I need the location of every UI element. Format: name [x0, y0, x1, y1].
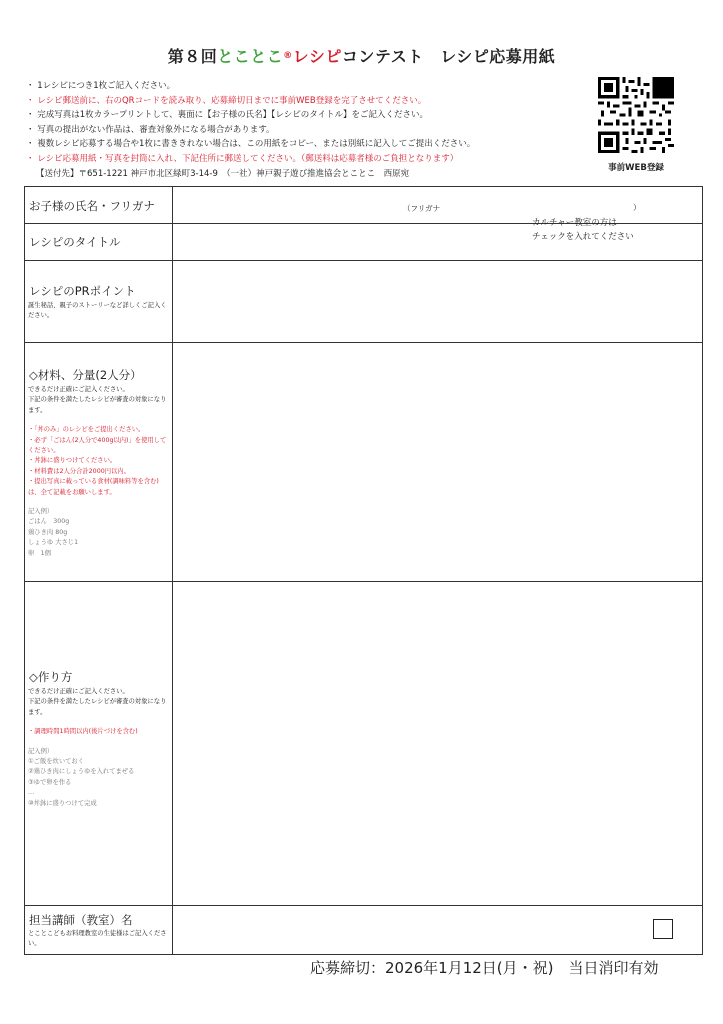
note-line: ・ 複数レシピ応募する場合や1枚に書ききれない場合は、この用紙をコピー、または別紙に記入してご提出ください。 — [26, 139, 476, 150]
page-title — [0, 44, 723, 67]
note-line: ・ 1レシピにつき1枚ご記入ください。 — [26, 81, 176, 91]
culture-line: カルチャー教室の方は — [532, 218, 617, 228]
rule-line: ・材料費は2人分合計2000円以内。 — [28, 467, 130, 475]
steps-field[interactable] — [173, 582, 702, 905]
note-line: ・ レシピ郵送前に、右のQRコードを読み取り、応募締切日までに事前WEB登録を完了させてください。 — [26, 95, 427, 106]
qr-code-icon[interactable] — [598, 77, 674, 153]
example-line: 卵 1個 — [28, 549, 51, 557]
instructor-field[interactable] — [173, 906, 523, 954]
desc-line: 下記の条件を満たしたレシピが審査の対象になります。 — [28, 698, 167, 716]
qr-label: 事前WEB登録 — [608, 163, 664, 173]
example-line: しょうゆ 大さじ1 — [28, 539, 79, 547]
deadline: 応募締切：2026年1月12日(月・祝) 当日消印有効 — [310, 959, 659, 977]
example-line: ②鶏ひき肉にしょうゆを入れてまぜる — [28, 768, 135, 776]
example-title: 記入例） — [28, 747, 54, 755]
instructor-description: とことこどもお料理教室の生徒様はご記入ください。 — [28, 930, 167, 948]
furigana-hint: （フリガナ — [403, 204, 441, 213]
ingredients-label: ◇材料、分量(2人分） — [29, 368, 142, 382]
example-line: ①ご飯を炊いておく — [28, 758, 85, 766]
note-line: ・ 完成写真は1枚カラープリントして、裏面に【お子様の氏名】【レシピのタイトル】をご記入ください。 — [26, 110, 429, 121]
example-title: 記入例） — [28, 508, 54, 516]
mailing-address: 【送付先】〒651-1221 神戸市北区緑町3-14-9 （一社）神戸親子遊び推進協会とことこ 西原宛 — [36, 168, 410, 179]
registered-mark: ® — [283, 51, 293, 61]
title-prefix: 第８回 — [167, 47, 218, 66]
steps-description — [28, 687, 170, 809]
rule-line: ・調理時間1時間以内(後片づけを含む) — [28, 728, 138, 736]
desc-line: 下記の条件を満たしたレシピが審査の対象になります。 — [28, 396, 167, 414]
rule-line: ・必ず「ごはん(2人分で400g以内)」を使用してください。 — [28, 436, 167, 455]
rule-line: ・提出写真に載っている食材(調味料等を含む)は、全て記載をお願いします。 — [28, 478, 159, 496]
ingredients-field[interactable] — [173, 343, 702, 581]
title-brand-green: とことこ — [217, 47, 284, 66]
pr-description: 誕生秘話、親子のストーリーなど詳しくご記入ください。 — [28, 302, 167, 320]
culture-class-checkbox[interactable] — [653, 919, 673, 939]
rule-line: ・丼鉢に盛りつけてください。 — [28, 457, 117, 465]
example-line: 鶏ひき肉 80g — [28, 528, 68, 536]
recipe-title-label: レシピのタイトル — [29, 235, 121, 249]
ingredients-description — [28, 385, 170, 559]
steps-label: ◇作り方 — [29, 670, 73, 684]
note-line: ・ 写真の提出がない作品は、審査対象外になる場合があります。 — [26, 124, 275, 135]
example-line: … — [28, 789, 35, 797]
culture-line: チェックを入れてください — [532, 232, 634, 242]
furigana-close: ） — [633, 203, 641, 212]
pr-label: レシピのPRポイント — [29, 284, 136, 298]
application-form — [24, 186, 703, 955]
desc-line: できるだけ正確にご記入ください。 — [28, 386, 129, 393]
culture-class-note — [532, 216, 634, 244]
note-line: ・ レシピ応募用紙・写真を封筒に入れ、下記住所に郵送してください。（郵送料は応募者様のご負担となります） — [26, 153, 459, 164]
title-brand-red: レシピ — [292, 47, 342, 66]
example-line: ごはん 300g — [28, 518, 70, 526]
rule-line: ・「丼のみ」のレシピをご提出ください。 — [28, 426, 145, 434]
example-line: ③ゆで卵を作る — [28, 778, 72, 786]
example-line: ⑩丼鉢に盛りつけて完成 — [28, 799, 97, 807]
desc-line: できるだけ正確にご記入ください。 — [28, 688, 129, 695]
instructions — [26, 79, 586, 181]
name-label: お子様の氏名・フリガナ — [29, 199, 155, 213]
instructor-label: 担当講師（教室）名 — [29, 913, 133, 927]
pr-field[interactable] — [173, 261, 702, 341]
title-suffix: コンテスト レシピ応募用紙 — [341, 47, 556, 66]
